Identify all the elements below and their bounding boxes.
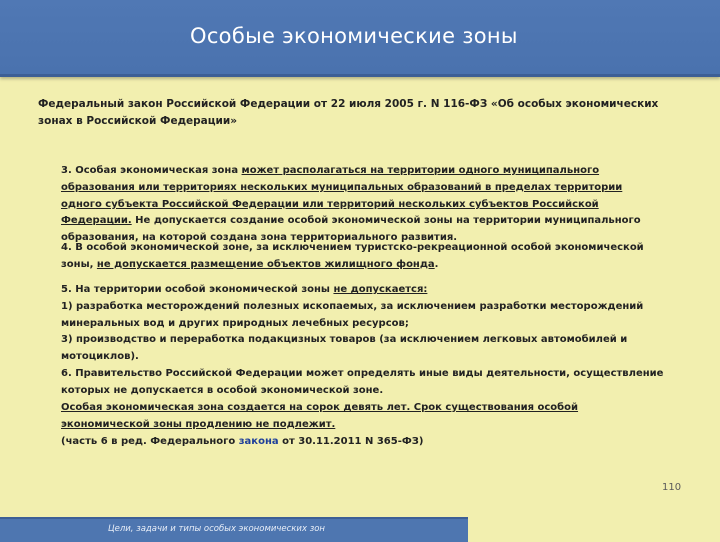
item-3-underlined: может располагаться на территории одного муниципального образования или территориях нескольких муниципальных образований в пределах территории одного субъекта Российской Федерации или территорий нескольких субъектов Российской Федерации. xyxy=(61,165,623,227)
item-5 xyxy=(61,282,671,400)
item-5-line-3: 3) производство и переработка подакцизных товаров (за исключением легковых автомобилей и мотоциклов). xyxy=(61,334,628,363)
item-5-underlined: не допускается: xyxy=(333,284,428,295)
page-number: 110 xyxy=(662,482,682,493)
item-5-lead: 5. На территории особой экономической зоны xyxy=(61,284,334,295)
law-link[interactable]: закона xyxy=(238,435,279,447)
term-note-lead: (часть 6 в ред. Федерального xyxy=(61,435,239,447)
slide-title: Особые экономические зоны xyxy=(190,24,518,48)
item-3-rest: Не допускается создание особой экономической зоны на территории муниципального образования, на которой создана зона территориального развития. xyxy=(61,215,641,244)
term-statement: Особая экономическая зона создается на сорок девять лет. Срок существования особой экономической зоны продлению не подлежит. xyxy=(61,402,579,430)
item-3-lead: 3. Особая экономическая зона xyxy=(61,165,242,176)
item-4-end: . xyxy=(434,258,439,270)
term-note-end: от 30.11.2011 N 365-ФЗ) xyxy=(278,435,424,447)
item-4-underlined: не допускается размещение объектов жилищного фонда xyxy=(96,258,435,270)
item-4-lead: 4. В особой экономической зоне, за исключением туристско-рекреационной особой экономической зоны, xyxy=(61,242,644,270)
law-reference: Федеральный закон Российской Федерации от 22 июля 2005 г. N 116-ФЗ «Об особых экономических зонах в Российской Федерации» xyxy=(38,98,659,127)
title-bar xyxy=(0,0,720,77)
term-note xyxy=(61,434,621,451)
footer-text: Цели, задачи и типы особых экономических зон xyxy=(108,524,325,534)
item-6: 6. Правительство Российской Федерации может определять иные виды деятельности, осуществление которых не допускается в особой экономической зоне. xyxy=(61,367,664,396)
term-block xyxy=(61,400,621,450)
item-3 xyxy=(61,163,661,247)
item-5-line-1: 1) разработка месторождений полезных ископаемых, за исключением разработки месторождений минеральных вод и других природных лечебных ресурсов; xyxy=(61,300,644,329)
item-5-heading xyxy=(61,282,671,299)
item-4 xyxy=(61,240,671,274)
footer-bar xyxy=(0,517,468,542)
